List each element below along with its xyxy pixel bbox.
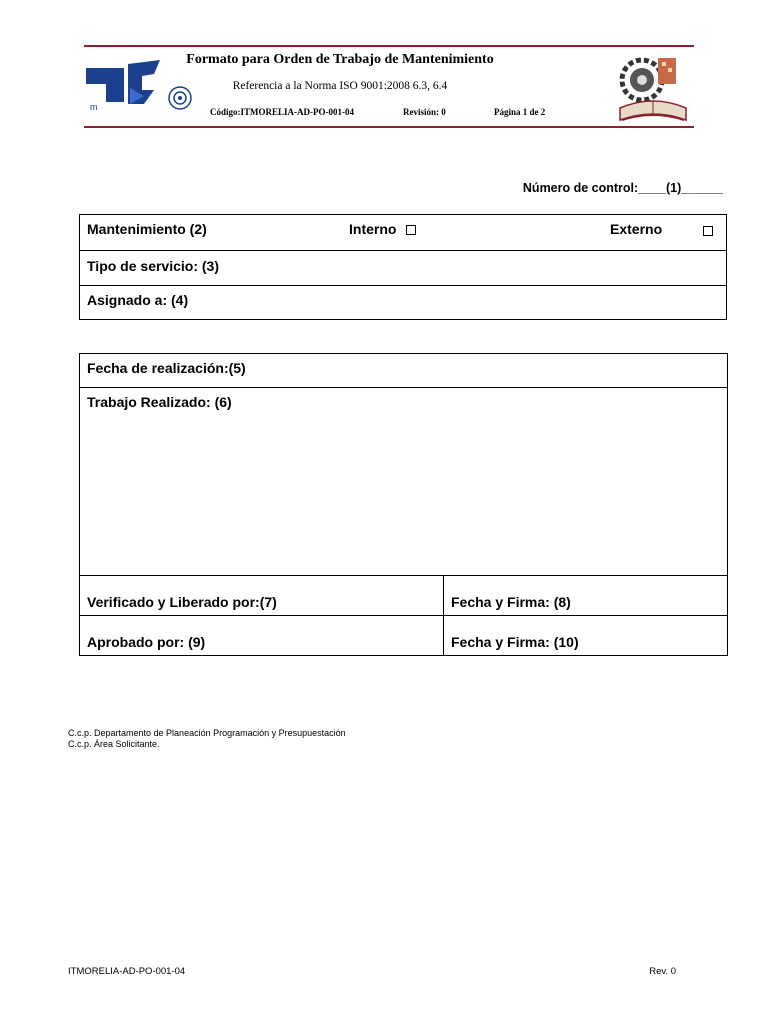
page-number: Página 1 de 2	[494, 107, 546, 117]
work-record-table	[79, 353, 728, 656]
work-done-field[interactable]	[80, 388, 728, 576]
service-type-label: Tipo de servicio: (3)	[87, 258, 219, 274]
verified-date-sign-label: Fecha y Firma: (8)	[451, 594, 571, 610]
document-title: Formato para Orden de Trabajo de Mantenimiento	[186, 52, 494, 67]
assigned-to-field[interactable]	[80, 286, 727, 320]
verified-by-field[interactable]	[80, 576, 444, 616]
gear-book-seal-icon	[614, 48, 692, 126]
verified-by-label: Verificado y Liberado por:(7)	[87, 594, 277, 610]
approved-by-label: Aprobado por: (9)	[87, 634, 206, 650]
completion-date-label: Fecha de realización:(5)	[87, 360, 246, 376]
footer-code: ITMORELIA-AD-PO-001-04	[68, 966, 186, 977]
completion-date-field[interactable]	[80, 354, 728, 388]
service-type-field[interactable]	[80, 251, 727, 286]
approved-date-sign-field[interactable]	[444, 616, 728, 656]
header-bottom-rule	[84, 126, 694, 128]
verified-date-sign-field[interactable]	[444, 576, 728, 616]
work-done-label: Trabajo Realizado: (6)	[87, 394, 232, 410]
external-label: Externo	[610, 221, 663, 237]
assigned-to-label: Asignado a: (4)	[87, 292, 189, 308]
svg-text:m: m	[90, 102, 98, 112]
approved-by-field[interactable]	[80, 616, 444, 656]
external-checkbox[interactable]	[703, 226, 713, 236]
control-number-field[interactable]: Número de control:____(1)______	[522, 181, 723, 195]
iso-reference: Referencia a la Norma ISO 9001:2008 6.3, 6.4	[232, 80, 448, 92]
ccp-line-requesting-area: C.c.p. Área Solicitante.	[68, 739, 160, 749]
internal-checkbox[interactable]	[406, 225, 416, 235]
maintenance-label: Mantenimiento (2)	[87, 221, 207, 237]
header-top-rule	[84, 45, 694, 47]
footer-revision: Rev. 0	[649, 966, 676, 977]
approved-date-sign-label: Fecha y Firma: (10)	[451, 634, 579, 650]
ccp-line-planning: C.c.p. Departamento de Planeación Programación y Presupuestación	[68, 728, 346, 738]
revision-number: Revisión: 0	[403, 107, 446, 117]
document-code: Código:ITMORELIA-AD-PO-001-04	[210, 107, 354, 117]
internal-label: Interno	[349, 221, 397, 237]
maintenance-info-table	[79, 214, 727, 320]
